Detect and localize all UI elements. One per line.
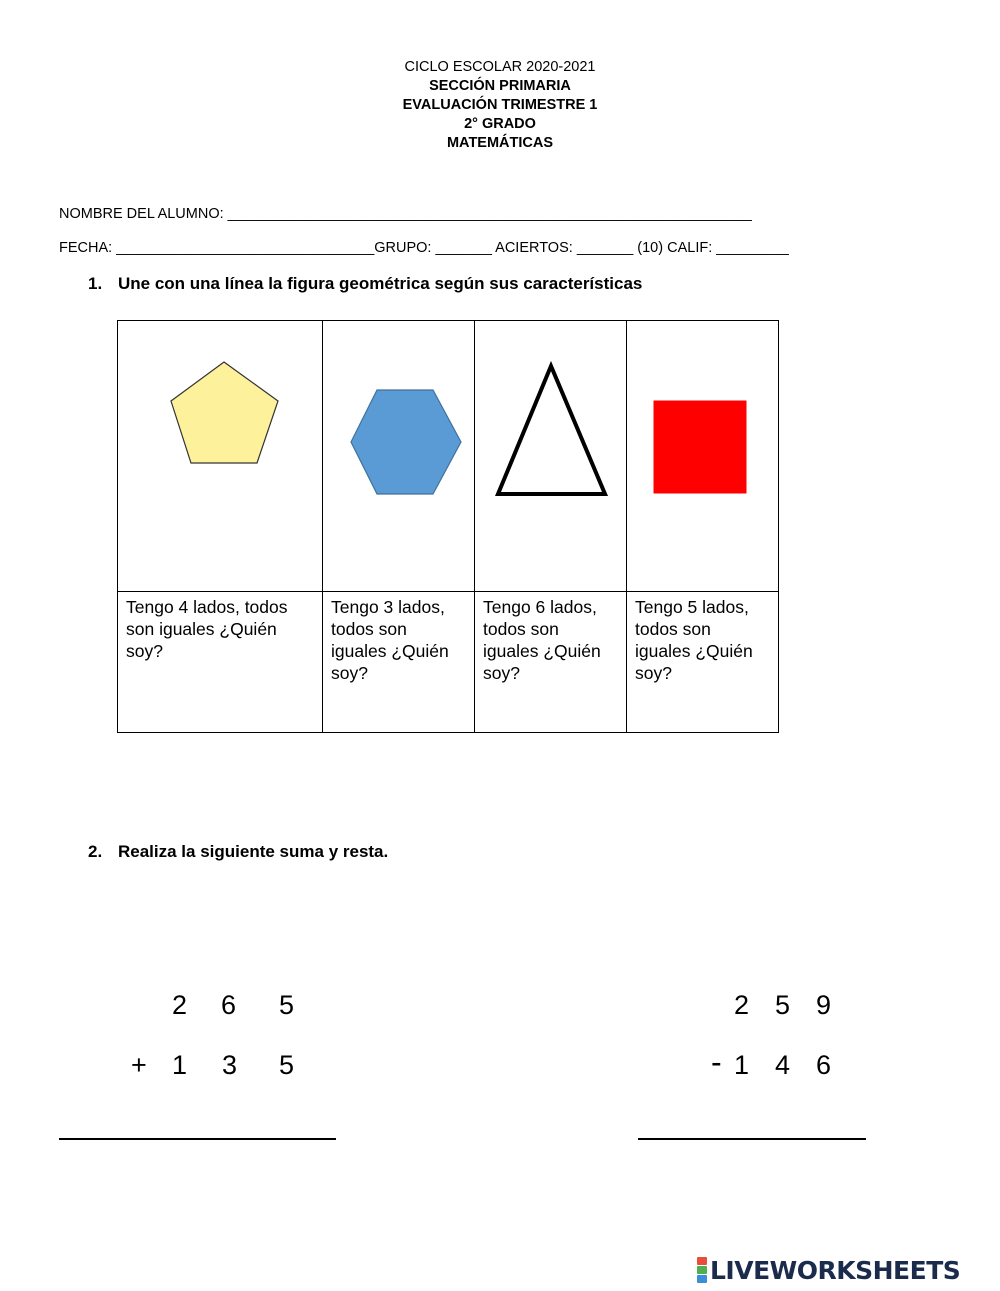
subtraction-bottom-row [600, 1044, 900, 1084]
subtraction-top-digit-hundreds: 2 [734, 990, 750, 1020]
document-header [0, 58, 1000, 153]
shapes-table [117, 320, 779, 733]
pentagon-shape [171, 362, 278, 463]
subtraction-bottom-digit-ones: 6 [816, 1050, 832, 1080]
addition-top-digit-hundreds: 2 [172, 990, 188, 1020]
question-2-text: Realiza la siguiente suma y resta. [118, 842, 389, 861]
date-group-line: FECHA: ________________________________GRUPO: _______ ACIERTOS: _______ (10) CALIF: _________ [59, 240, 789, 256]
addition-top-digit-ones: 5 [279, 990, 295, 1020]
description-cell-2[interactable]: Tengo 3 lados, todos son iguales ¿Quién soy? [323, 592, 475, 733]
hexagon-figure [323, 321, 475, 591]
pentagon-figure [118, 321, 323, 591]
subtraction-top-digit-ones: 9 [816, 990, 832, 1020]
addition-top-row [0, 990, 400, 1024]
triangle-shape [498, 366, 605, 494]
addition-bottom-row [0, 1050, 400, 1084]
student-name-line: NOMBRE DEL ALUMNO: _________________________________________________________________ [59, 206, 752, 222]
subtraction-bottom-digit-tens: 4 [775, 1050, 791, 1080]
addition-bottom-digit-tens: 3 [222, 1050, 238, 1080]
plus-sign: + [131, 1050, 147, 1080]
subtraction-answer-line[interactable] [638, 1138, 866, 1140]
shape-cell-triangle[interactable] [475, 321, 627, 592]
grade-title: 2° GRADO [464, 116, 536, 132]
subject-title: MATEMÁTICAS [446, 135, 554, 151]
addition-bottom-digit-hundreds: 1 [172, 1050, 188, 1080]
shape-cell-square[interactable] [627, 321, 779, 592]
addition-bottom-digit-ones: 5 [279, 1050, 295, 1080]
section-title: SECCIÓN PRIMARIA [429, 78, 571, 94]
subtraction-bottom-digit-hundreds: 1 [734, 1050, 750, 1080]
school-year: CICLO ESCOLAR 2020-2021 [404, 59, 596, 75]
logo-block-red [697, 1257, 707, 1265]
logo-block-green [697, 1266, 707, 1274]
minus-sign: - [711, 1044, 722, 1080]
addition-answer-line[interactable] [59, 1138, 336, 1140]
square-shape [654, 401, 746, 493]
triangle-figure [475, 321, 627, 591]
descriptions-row [118, 592, 779, 733]
liveworksheets-logo[interactable] [697, 1256, 960, 1284]
evaluation-title: EVALUACIÓN TRIMESTRE 1 [402, 97, 598, 113]
question-2 [88, 842, 388, 862]
subtraction-top-digit-tens: 5 [775, 990, 791, 1020]
question-1 [88, 274, 642, 294]
shape-cell-hexagon[interactable] [323, 321, 475, 592]
addition-top-digit-tens: 6 [221, 990, 237, 1020]
hexagon-shape [351, 390, 461, 494]
description-cell-3[interactable]: Tengo 6 lados, todos son iguales ¿Quién soy? [475, 592, 627, 733]
logo-text: LIVEWORKSHEETS [710, 1255, 961, 1285]
square-figure [627, 321, 779, 591]
question-2-number: 2. [88, 842, 103, 861]
shape-cell-pentagon[interactable] [118, 321, 323, 592]
subtraction-top-row [600, 990, 900, 1024]
logo-block-blue [697, 1275, 707, 1283]
question-1-text: Une con una línea la figura geométrica según sus características [118, 274, 643, 293]
logo-icon [697, 1257, 707, 1283]
description-cell-4[interactable]: Tengo 5 lados, todos son iguales ¿Quién soy? [627, 592, 779, 733]
shapes-row [118, 321, 779, 592]
question-1-number: 1. [88, 274, 103, 293]
description-cell-1[interactable]: Tengo 4 lados, todos son iguales ¿Quién soy? [118, 592, 323, 733]
